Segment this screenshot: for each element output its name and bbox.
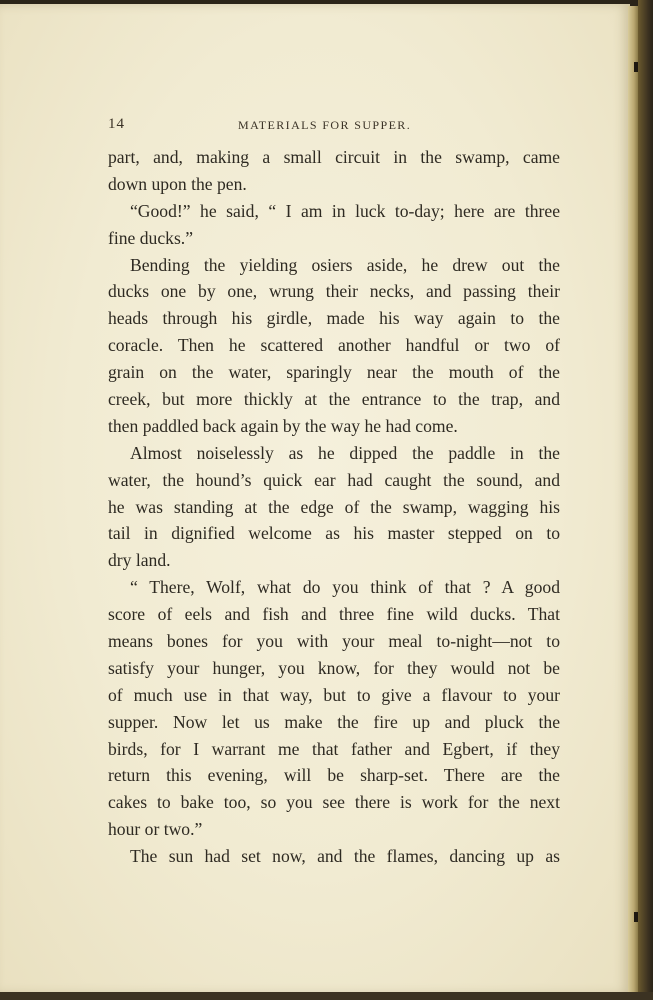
text-line: tail in dignified welcome as his master stepped on to <box>108 523 560 544</box>
page-header <box>108 116 560 136</box>
page-edge <box>628 6 638 992</box>
text-line: score of eels and fish and three fine wild ducks. That <box>108 604 560 625</box>
text-line: he was standing at the edge of the swamp, wagging his <box>108 496 560 517</box>
text-line: then paddled back again by the way he had come. <box>108 415 458 436</box>
text-line: cakes to bake too, so you see there is work for the next <box>108 792 560 813</box>
text-line: supper. Now let us make the fire up and pluck the <box>108 711 560 732</box>
text-line: part, and, making a small circuit in the swamp, came <box>108 147 560 167</box>
text-line: coracle. Then he scattered another handful or two of <box>108 335 560 356</box>
edge-mark <box>634 62 638 72</box>
edge-mark <box>634 912 638 922</box>
book-bottom-edge <box>0 992 653 1000</box>
text-line: Almost noiselessly as he dipped the paddle in the <box>130 442 560 463</box>
text-line: The sun had set now, and the flames, dancing up as <box>130 846 560 867</box>
text-line: creek, but more thickly at the entrance to the trap, and <box>108 389 560 410</box>
text-line: down upon the pen. <box>108 173 247 194</box>
text-line: dry land. <box>108 550 171 571</box>
text-line: means bones for you with your meal to-night—not to <box>108 631 560 652</box>
running-head: MATERIALS FOR SUPPER. <box>238 118 412 132</box>
text-line: “ There, Wolf, what do you think of that ? A good <box>130 577 560 598</box>
text-line: grain on the water, sparingly near the mouth of the <box>108 362 560 383</box>
text-line: satisfy your hunger, you know, for they would not be <box>108 657 560 678</box>
text-line: heads through his girdle, made his way again to the <box>108 308 560 329</box>
text-line: fine ducks.” <box>108 227 194 248</box>
text-line: birds, for I warrant me that father and Egbert, if they <box>108 738 560 759</box>
text-line: water, the hound’s quick ear had caught the sound, and <box>108 469 560 490</box>
text-line: hour or two.” <box>108 819 203 840</box>
book-cover-edge <box>638 0 653 1000</box>
page-number: 14 <box>108 116 125 132</box>
text-line: ducks one by one, wrung their necks, and passing their <box>108 281 560 302</box>
text-line: of much use in that way, but to give a flavour to your <box>108 684 560 705</box>
text-line: return this evening, will be sharp-set. There are the <box>108 765 560 786</box>
body-text <box>108 144 560 870</box>
text-line: “Good!” he said, “ I am in luck to-day; here are three <box>130 200 560 221</box>
text-line: Bending the yielding osiers aside, he drew out the <box>130 254 560 275</box>
